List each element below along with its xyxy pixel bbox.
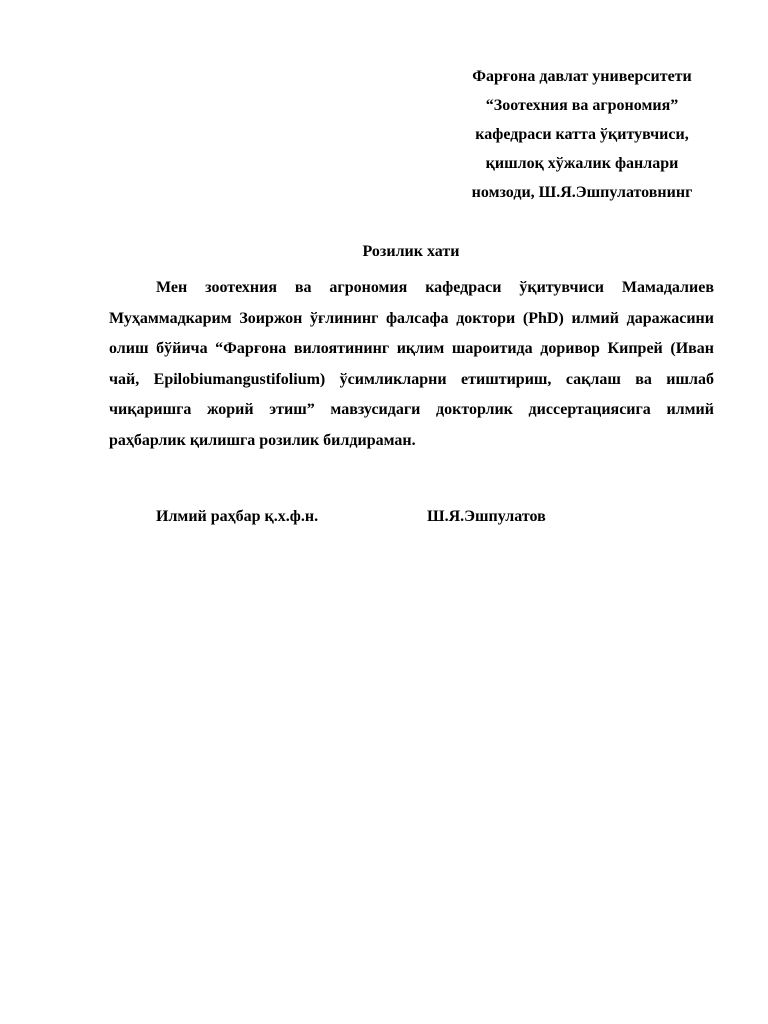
letter-body: Мен зоотехния ва агрономия кафедраси ўқитувчиси Мамадалиев Муҳаммадкарим Зоиржон ўғлининг фалсафа доктори (PhD) илмий даражасини олиш бўйича “Фарғона вилоятининг иқлим шароитида доривор Кипрей (Иван чай, Epilobiumangustifolium) ўсимликларни етиштириш, сақлаш ва ишлаб чиқаришга жорий этиш” мавзусидаги докторлик диссертациясига илмий раҳбарлик қилишга розилик билдираман. xyxy=(109,279,714,449)
letter-title: Розилик хати xyxy=(362,243,460,260)
signature-name: Ш.Я.Эшпулатов xyxy=(427,508,546,525)
addressee-line-name: номзоди, Ш.Я.Эшпулатовнинг xyxy=(471,184,693,201)
addressee-block xyxy=(440,62,724,207)
addressee-line-department: “Зоотехния ва агрономия” xyxy=(485,97,679,114)
signature-role: Илмий раҳбар қ.х.ф.н. xyxy=(156,508,319,525)
addressee-line-degree: қишлоқ хўжалик фанлари xyxy=(485,155,679,172)
addressee-line-position: кафедраси катта ўқитувчиси, xyxy=(475,126,689,143)
addressee-line-university: Фарғона давлат университети xyxy=(472,68,692,85)
